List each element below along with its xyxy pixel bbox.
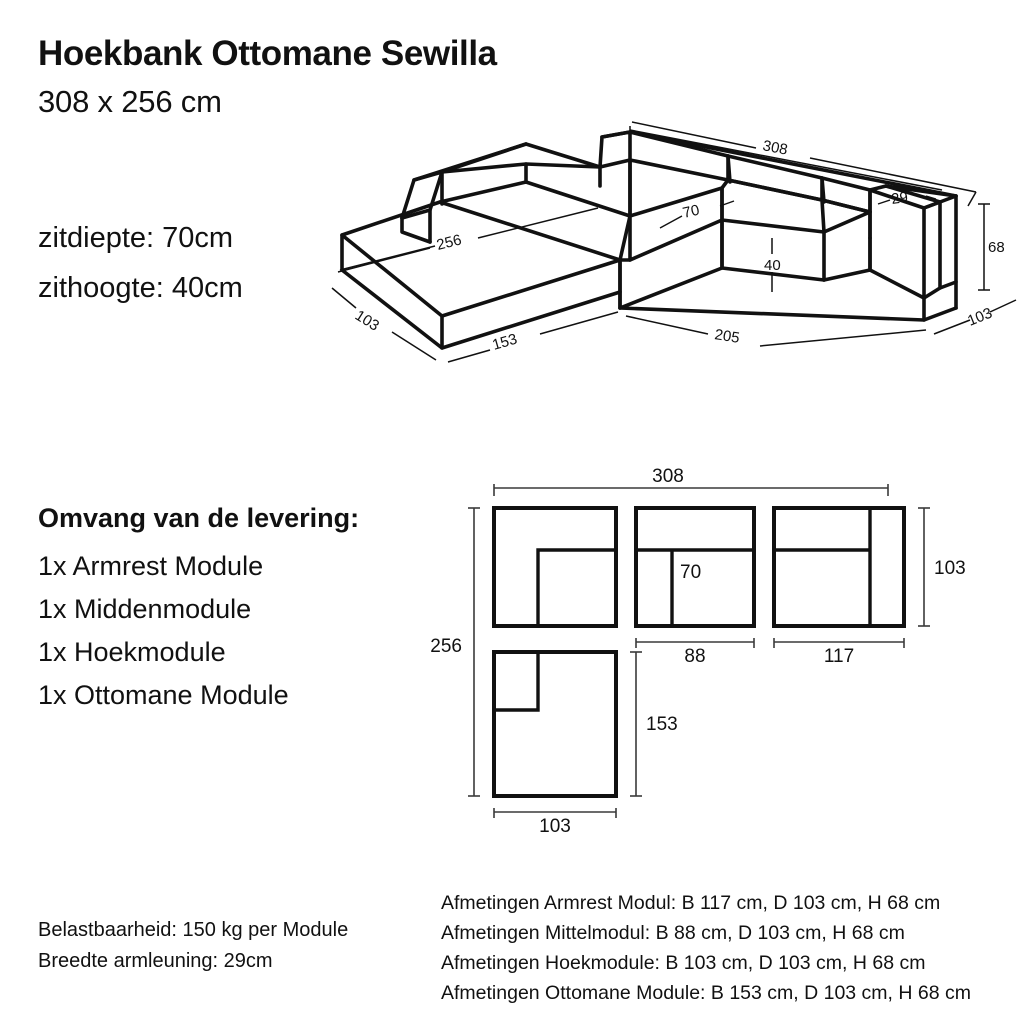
iso-dim-205: 205 <box>713 326 741 347</box>
page-subtitle: 308 x 256 cm <box>38 84 222 119</box>
module-dimension-corner: Afmetingen Hoekmodule: B 103 cm, D 103 cm, H 68 cm <box>441 952 926 974</box>
plan-view-drawing <box>432 466 992 856</box>
plan-dim-88: 88 <box>684 646 706 667</box>
module-dimension-armrest: Afmetingen Armrest Modul: B 117 cm, D 103 cm, H 68 cm <box>441 892 941 914</box>
footnote-load-capacity: Belastbaarheid: 150 kg per Module <box>38 919 349 941</box>
iso-dim-153: 153 <box>490 330 520 354</box>
module-dimension-middle: Afmetingen Mittelmodul: B 88 cm, D 103 cm, H 68 cm <box>441 922 905 944</box>
module-dimension-ottoman: Afmetingen Ottomane Module: B 153 cm, D 103 cm, H 68 cm <box>441 982 971 1004</box>
delivery-item-ottoman: 1x Ottomane Module <box>38 680 289 710</box>
delivery-item-corner: 1x Hoekmodule <box>38 637 226 667</box>
iso-dim-29: 29 <box>890 188 910 208</box>
iso-dim-103-right: 103 <box>965 304 995 330</box>
iso-dim-70: 70 <box>681 201 702 222</box>
page-title: Hoekbank Ottomane Sewilla <box>38 34 497 73</box>
footnote-armrest-width: Breedte armleuning: 29cm <box>38 950 273 972</box>
spec-seat-height: zithoogte: 40cm <box>38 272 243 304</box>
plan-dim-153: 153 <box>646 714 678 735</box>
plan-dim-103-bottom: 103 <box>539 816 571 837</box>
iso-dim-40: 40 <box>764 257 781 274</box>
isometric-sofa-drawing <box>330 120 1020 370</box>
delivery-item-middle: 1x Middenmodule <box>38 594 252 624</box>
delivery-item-armrest: 1x Armrest Module <box>38 551 264 581</box>
plan-dim-308: 308 <box>652 466 684 487</box>
delivery-scope-title: Omvang van de levering: <box>38 503 360 533</box>
plan-dim-117: 117 <box>823 646 855 667</box>
plan-dim-70: 70 <box>680 562 702 583</box>
iso-dim-103-left: 103 <box>351 306 383 335</box>
plan-dim-103: 103 <box>934 558 966 579</box>
spec-seat-depth: zitdiepte: 70cm <box>38 222 234 254</box>
plan-dim-256: 256 <box>430 636 462 657</box>
iso-dim-308: 308 <box>761 137 790 159</box>
iso-dim-256: 256 <box>434 231 464 254</box>
iso-dim-68: 68 <box>988 239 1005 256</box>
